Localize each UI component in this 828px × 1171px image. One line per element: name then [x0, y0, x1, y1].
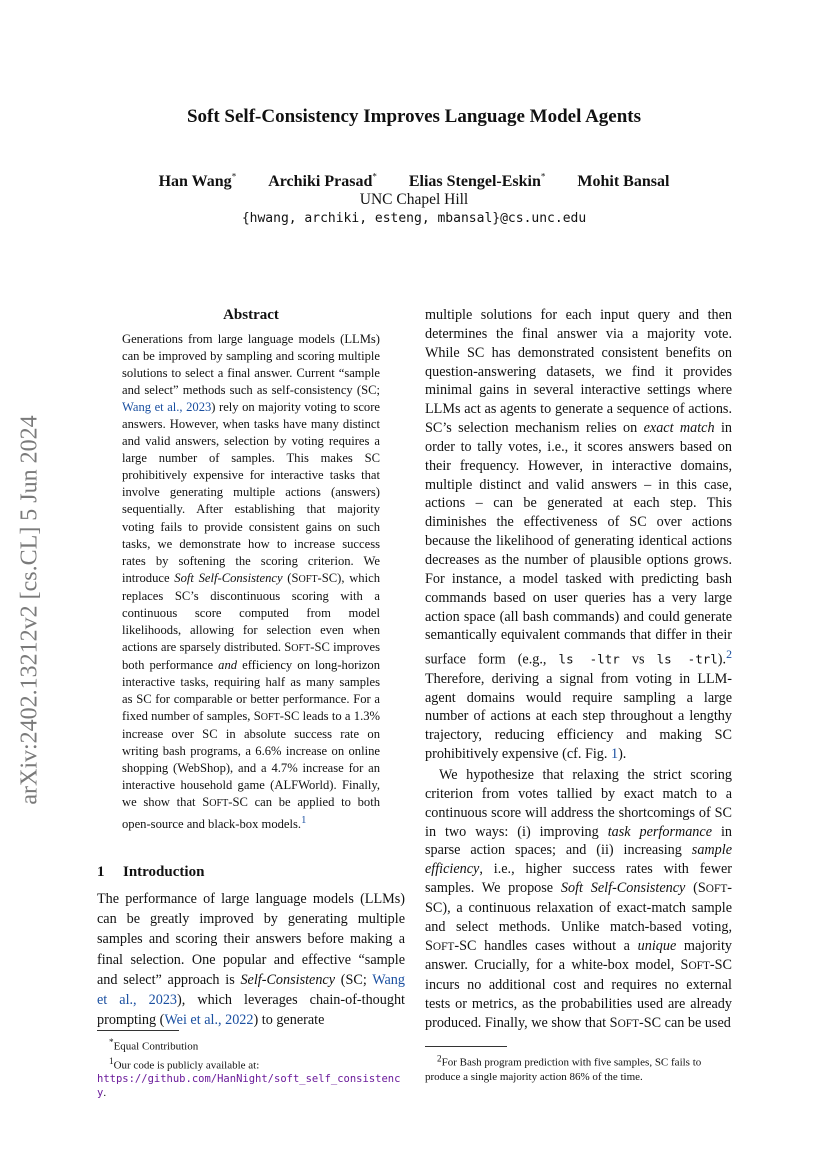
footnote-ref[interactable]: 2: [726, 647, 732, 662]
abstract-body: Generations from large language models (LLMs) can be improved by sampling and scoring multiple solutions to select a final answer. Current “sample and select” methods such as self-consistency (SC; Wang et al., 2023) rely on majority voting to score answers. However, when tasks have many distinct and valid answers, selection by voting requires a large number of samples. This makes SC prohibitively expensive for interactive tasks that involve generating multiple actions (answers) sequentially. After establishing that majority voting fails to provide consistent gains on such tasks, we demonstrate how to increase success rates by softening the scoring criterion. We introduce Soft Self-Consistency (SOFT-SC), which replaces SC’s discontinuous scoring with a continuous score computed from model likelihoods, allowing for selection even when actions are sparsely distributed. SOFT-SC improves both performance and efficiency on long-horizon interactive tasks, requiring half as many samples as SC for comparable or better performance. For a fixed number of samples, SOFT-SC leads to a 1.3% increase over SC in absolute success rate on writing bash programs, a 6.6% increase on online shopping (WebShop), and a 4.7% increase for an interactive household game (ALFWorld). Finally, we show that SOFT-SC can be applied to both open-source and black-box models.$^1$: [122, 332, 381, 832]
figure-ref[interactable]: 1: [610, 746, 619, 763]
intro-paragraph: The performance of large language models (LLMs) can be greatly improved by generating multiple samples and scoring their answers before making a final selection. One popular and effective “sample and select” approach is Self-Consistency (SC; Wang et al., 2023), which leverages chain-of-thought prompting (Wei et al., 2022) to generate: [97, 891, 405, 1029]
affiliation: UNC Chapel Hill: [359, 191, 469, 208]
body-paragraph: multiple solutions for each input query and then determines the final answer via a majority vote. While SC has demonstrated consistent benefits on question-answering datasets, we find it provides minimal gains in several interactive settings where LLMs act as agents to generate a sequence of actions. SC’s selection mechanism relies on exact match in order to tally votes, i.e., it scores answers based on their frequency. However, in interactive domains, multiple distinct and valid answers – in this case, actions – can be generated at each step. This diminishes the effectiveness of SC over actions because the likelihood of generating identical actions decreases as the number of plausible options grows. For instance, a model tasked with predicting bash commands based on user queries has a very large action space (all bash commands) and could generate semantically equivalent commands that differ in their surface form (e.g., ls -ltr vs ls -trl).$^2$ Therefore, deriving a signal from voting in LLM-agent domains would require sampling a large number of actions at each step throughout a lengthy trajectory, reducing efficiency and making SC prohibitively expensive (cf. Fig. 1).: [425, 307, 732, 763]
author-emails: {hwang, archiki, esteng, mbansal}@cs.unc.edu: [241, 211, 587, 226]
body-paragraph: We hypothesize that relaxing the strict scoring criterion from votes tallied by exact match to a continuous score will address the shortcomings of SC in two ways: (i) improving task performance in sparse action spaces; and (ii) increasing sample efficiency, i.e., higher success rates with fewer samples. We propose Soft Self-Consistency (SOFT-SC), a continuous relaxation of exact-match sample and select methods. Unlike match-based voting, SOFT-SC handles cases without a unique majority answer. Crucially, for a white-box model, SOFT-SC incurs no additional cost and requires no external tests or metrics, as the probabilities used are already produced. Finally, we show that SOFT-SC can be used: [425, 766, 732, 1031]
citation-link[interactable]: Wang et al., 2023: [97, 971, 405, 1009]
code-url-link[interactable]: https://github.com/HanNight/soft_self_consistency: [97, 1073, 401, 1100]
right-column: [425, 306, 732, 1034]
footnote-ref[interactable]: 1: [301, 815, 307, 827]
citation-link[interactable]: Wei et al., 2022: [164, 1012, 254, 1029]
section-heading: 1 Introduction: [97, 864, 205, 880]
citation-link[interactable]: Wang et al., 2023: [122, 400, 212, 415]
author: Han Wang*: [158, 172, 237, 191]
author: Mohit Bansal: [577, 173, 670, 191]
author: Elias Stengel-Eskin*: [408, 172, 546, 191]
abstract-heading: Abstract: [223, 307, 279, 323]
arxiv-stamp: arXiv:2402.13212v2 [cs.CL] 5 Jun 2024: [16, 415, 43, 805]
footnote-rule: [97, 1030, 179, 1031]
footnote-rule: [425, 1046, 507, 1047]
author-list: [0, 172, 828, 191]
paper-title: Soft Self-Consistency Improves Language Model Agents: [186, 106, 642, 127]
footnote: $^2$For Bash program prediction with five samples, SC fails to produce a single majority action 86% of the time.: [425, 1053, 702, 1083]
author: Archiki Prasad*: [268, 172, 377, 191]
footnote: *Equal Contribution $^1$Our code is publicly available at: https://github.com/HanNight/soft_self_consistency.: [97, 1037, 401, 1100]
